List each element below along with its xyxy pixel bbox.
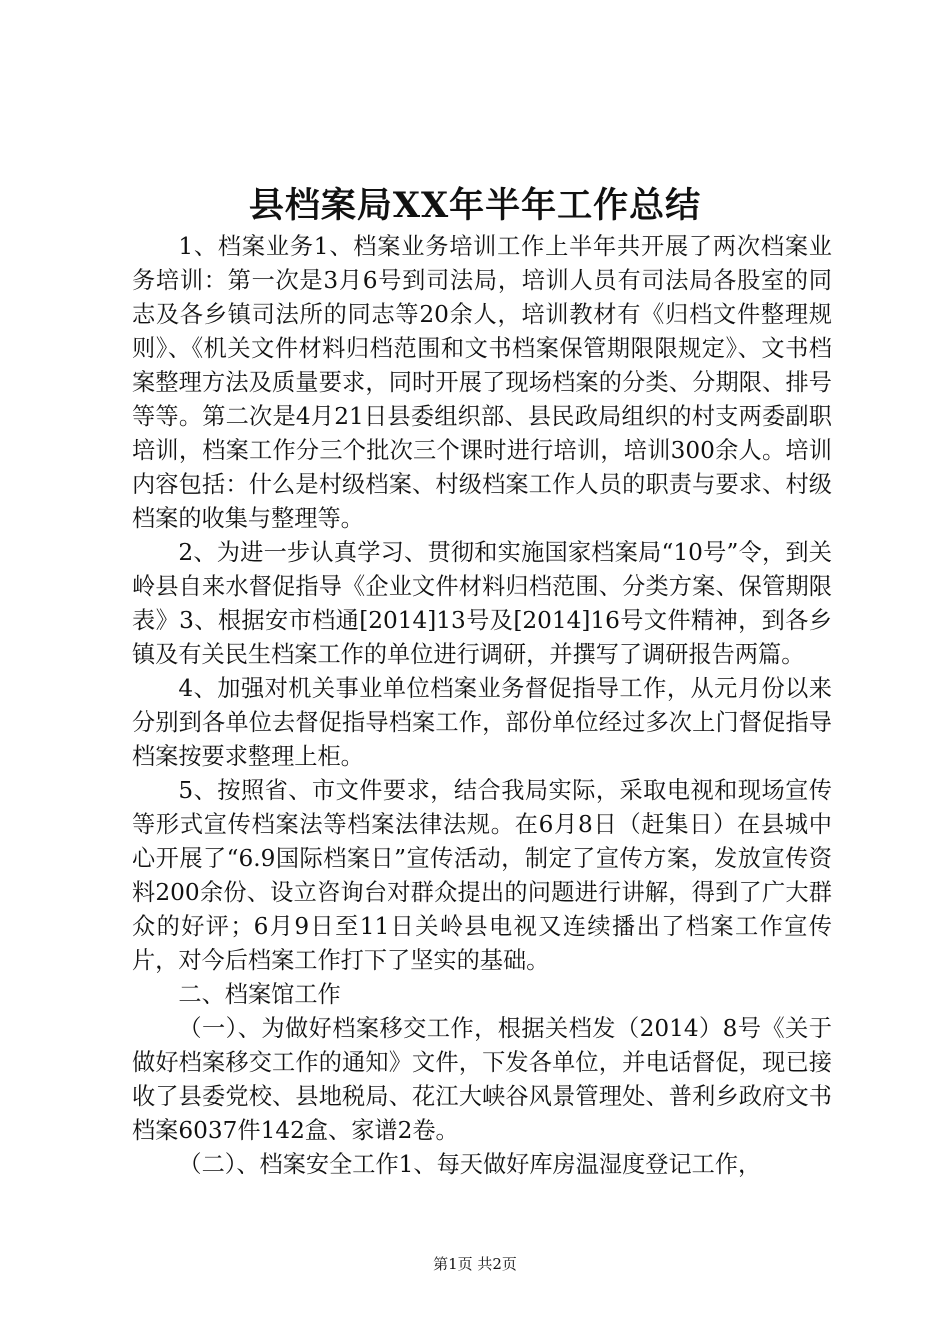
document-title: 县档案局XX年半年工作总结: [248, 185, 702, 226]
paragraph-publicity: 5、按照省、市文件要求，结合我局实际，采取电视和现场宣传等形式宣传档案法等档案法律法规。在6月8日（赶集日）在县城中心开展了“6.9国际档案日”宣传活动，制定了宣传方案，发放宣传资料200余份、设立咨询台对群众提出的问题进行讲解，得到了广大群众的好评；6月9日至11日关岭县电视又连续播出了档案工作宣传片，对今后档案工作打下了坚实的基础。: [132, 777, 832, 974]
paragraph-supervision: 4、加强对机关事业单位档案业务督促指导工作，从元月份以来分别到各单位去督促指导档案工作，部份单位经过多次上门督促指导档案按要求整理上柜。: [132, 675, 832, 770]
paragraph-guidance: 2、为进一步认真学习、贯彻和实施国家档案局“10号”令，到关岭县自来水督促指导《企业文件材料归档范围、分类方案、保管期限表》3、根据安市档通[2014]13号及[2014]16号文件精神，到各乡镇及有关民生档案工作的单位进行调研，并撰写了调研报告两篇。: [132, 539, 832, 668]
paragraph-training: 1、档案业务1、档案业务培训工作上半年共开展了两次档案业务培训：第一次是3月6号到司法局，培训人员有司法局各股室的同志及各乡镇司法所的同志等20余人，培训教材有《归档文件整理规则》、《机关文件材料归档范围和文书档案保管期限限规定》、文书档案整理方法及质量要求，同时开展了现场档案的分类、分期限、排号等等。第二次是4月21日县委组织部、县民政局组织的村支两委副职培训，档案工作分三个批次三个课时进行培训，培训300余人。培训内容包括：什么是村级档案、村级档案工作人员的职责与要求、村级档案的收集与整理等。: [132, 233, 832, 532]
page-number-footer: 第1页 共2页: [433, 1255, 517, 1273]
paragraph-transfer: （一）、为做好档案移交工作，根据关档发（2014）8号《关于做好档案移交工作的通知》文件，下发各单位，并电话督促，现已接收了县委党校、县地税局、花江大峡谷风景管理处、普利乡政府文书档案6037件142盒、家谱2卷。: [132, 1015, 832, 1144]
document-body: [132, 230, 832, 1182]
paragraph-safety: （二）、档案安全工作1、每天做好库房温湿度登记工作，: [178, 1151, 762, 1178]
section-heading-archive-hall: 二、档案馆工作: [178, 981, 341, 1008]
